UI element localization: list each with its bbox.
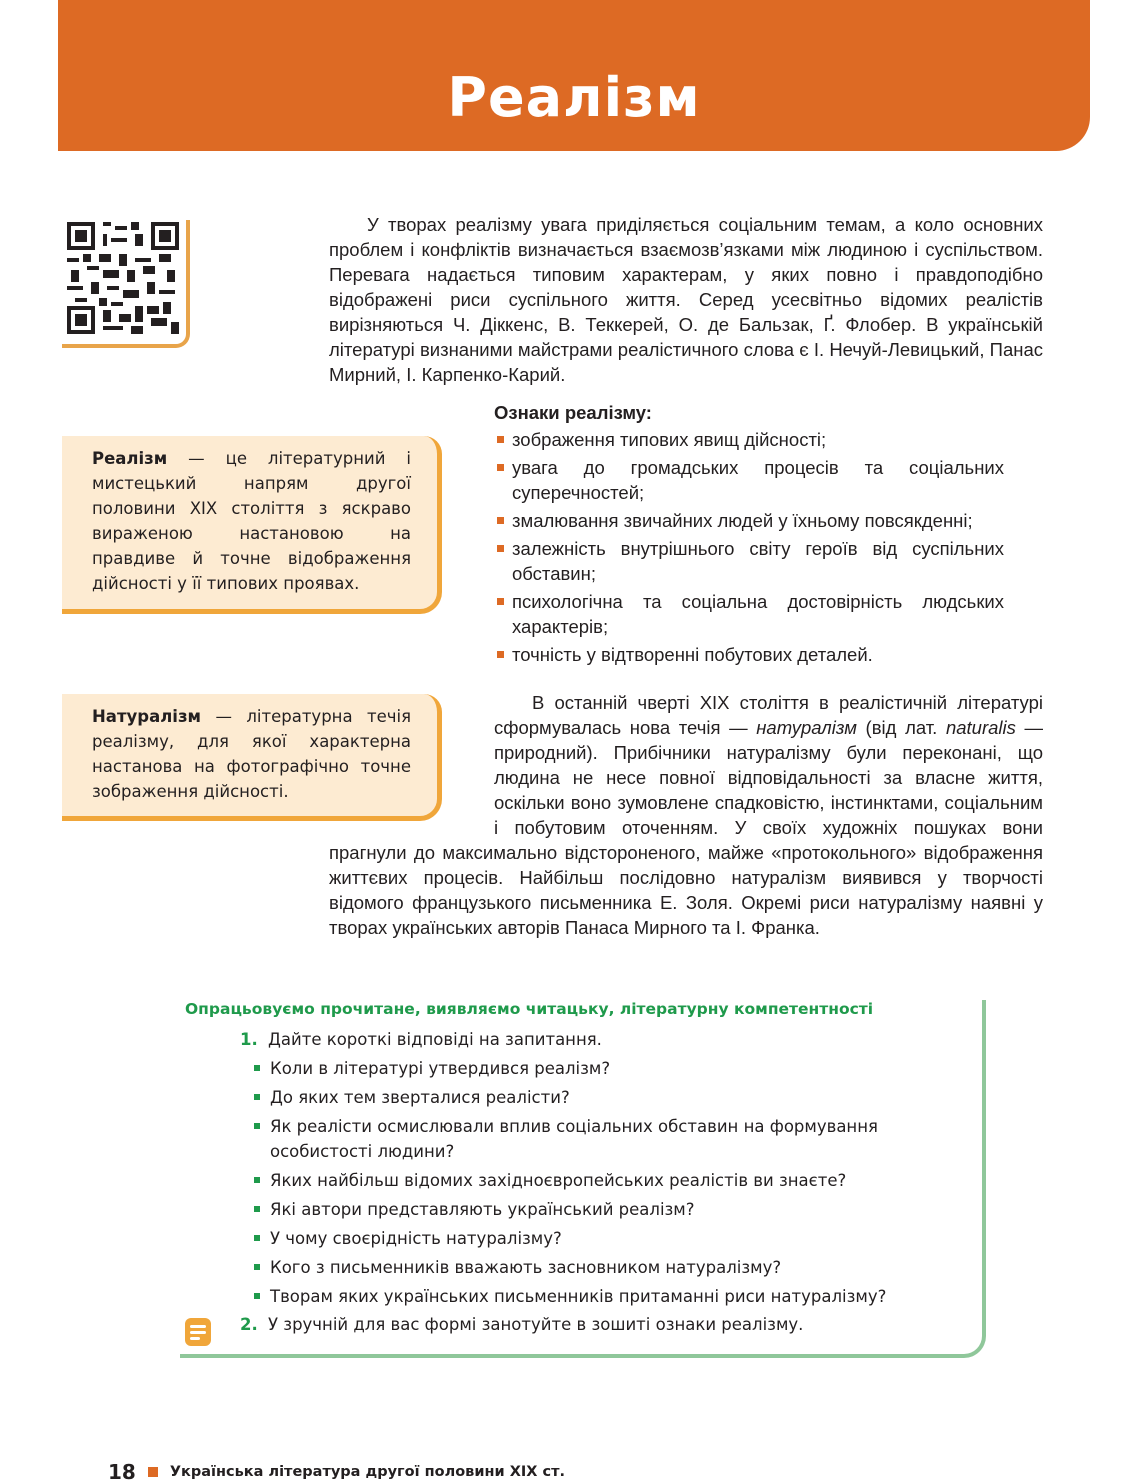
list-item-text: психологічна та соціальна достовірність людських характерів; xyxy=(512,591,1004,637)
question-number: 2. xyxy=(240,1315,258,1334)
green-bullet-icon xyxy=(254,1206,260,1212)
list-item-text: змалювання звичайних людей у їхньому повсякденні; xyxy=(512,510,973,531)
list-item xyxy=(254,1255,974,1280)
notes-icon xyxy=(184,1317,212,1347)
page-title: Реалізм xyxy=(447,66,701,129)
tasks-section xyxy=(180,1000,986,1358)
page-footer xyxy=(108,1460,565,1484)
list-item xyxy=(254,1114,974,1164)
green-bullet-icon xyxy=(254,1065,260,1071)
list-item xyxy=(494,427,1004,452)
question-number: 1. xyxy=(240,1030,258,1049)
definition-text: — це літературний і мистецький напрям другої половини XIX століття з яскраво вираженою настановою на правдиве й точне відображення дійсності у її типових проявах. xyxy=(92,449,411,593)
green-bullet-icon xyxy=(254,1264,260,1270)
list-item xyxy=(494,508,1004,533)
list-item-text: До яких тем зверталися реалісти? xyxy=(270,1088,570,1107)
realism-features xyxy=(494,400,1004,670)
question-text: Дайте короткі відповіді на запитання. xyxy=(268,1030,602,1049)
latin-word: naturalis xyxy=(945,717,1016,738)
list-item xyxy=(494,536,1004,586)
definition-text: — літературна течія реалізму, для якої характерна настанова на фотографічно точне зображення дійсності. xyxy=(92,707,411,801)
green-bullet-icon xyxy=(254,1235,260,1241)
qr-code-icon[interactable] xyxy=(67,222,179,334)
list-item-text: точність у відтворенні побутових деталей. xyxy=(512,644,873,665)
green-bullet-icon xyxy=(254,1094,260,1100)
float-spacer xyxy=(329,690,494,840)
features-title: Ознаки реалізму: xyxy=(494,402,652,423)
list-item xyxy=(254,1197,974,1222)
list-item-text: залежність внутрішнього світу героїв від суспільних обставин; xyxy=(512,538,1004,584)
list-item xyxy=(254,1226,974,1251)
page-number: 18 xyxy=(108,1460,136,1484)
list-item-text: Які автори представляють український реалізм? xyxy=(270,1200,695,1219)
question-2 xyxy=(240,1312,803,1337)
green-bullet-icon xyxy=(254,1123,260,1129)
tasks-heading: Опрацьовуємо прочитане, виявляємо читацьку, літературну компетентності xyxy=(185,1000,874,1018)
square-bullet-icon xyxy=(497,517,504,524)
list-item-text: увага до громадських процесів та соціальних суперечностей; xyxy=(512,457,1004,503)
features-list xyxy=(494,427,1004,667)
title-banner xyxy=(58,0,1090,151)
green-bullet-icon xyxy=(254,1177,260,1183)
square-bullet-icon xyxy=(497,545,504,552)
book-title: Українська література другої половини XIX ст. xyxy=(169,1464,566,1480)
list-item-text: Як реалісти осмислювали вплив соціальних обставин на формування особистості людини? xyxy=(270,1117,878,1161)
square-bullet-icon xyxy=(497,436,504,443)
qr-code-frame xyxy=(62,220,190,348)
list-item xyxy=(254,1056,974,1081)
questions-list xyxy=(254,1056,974,1313)
text-run: (від лат. xyxy=(856,717,946,738)
italic-term: натуралізм xyxy=(756,717,857,738)
square-bullet-icon xyxy=(497,598,504,605)
list-item-text: Кого з письменників вважають засновником натуралізму? xyxy=(270,1258,782,1277)
list-item-text: Яких найбільш відомих західноєвропейських реалістів ви знаєте? xyxy=(270,1171,847,1190)
definition-term: Реалізм xyxy=(92,449,168,468)
list-item xyxy=(254,1168,974,1193)
list-item xyxy=(494,642,1004,667)
definition-term: Натуралізм xyxy=(92,707,202,726)
text-run: — природний). Прибічники натуралізму були переконані, що людина не несе повної відповідальності за власне життя, оскільки воно зумовлене спадковістю, інстинктами, соціальним і побутовим оточенням. У своїх художніх пошуках вони прагнули до максимально відстороненого, майже «протокольного» відображення життєвих процесів. Найбільш послідовно натуралізм виявився у творчості відомого французького письменника Е. Золя. Окремі риси натуралізму наявні у творах українських авторів Панаса Мирного та І. Франка. xyxy=(329,717,1043,938)
intro-paragraph: У творах реалізму увага приділяється соціальним темам, а коло основних проблем і конфліктів визначається взаємозв’язками між людиною і суспільством. Перевага надається типовим характерам, у яких повно і правдоподібно відображені риси суспільного життя. Серед усесвітньо відомих реалістів вирізняються Ч. Діккенс, В. Теккерей, О. де Бальзак, Ґ. Флобер. В українській літературі визнаними майстрами реалістичного слова є І. Нечуй-Левицький, Панас Мирний, І. Карпенко-Карий. xyxy=(329,214,1043,385)
text-run: В останній чверті XIX століття в реалістичній літературі сформувалась нова течія — xyxy=(494,692,1043,738)
list-item-text: У чому своєрідність натуралізму? xyxy=(270,1229,562,1248)
list-item xyxy=(254,1284,974,1309)
question-text: У зручній для вас формі занотуйте в зошиті ознаки реалізму. xyxy=(268,1315,804,1334)
square-bullet-icon xyxy=(497,464,504,471)
square-bullet-icon xyxy=(148,1467,158,1477)
list-item-text: Коли в літературі утвердився реалізм? xyxy=(270,1059,611,1078)
list-item xyxy=(254,1085,974,1110)
green-bullet-icon xyxy=(254,1293,260,1299)
list-item-text: Творам яких українських письменників притаманні риси натуралізму? xyxy=(270,1287,887,1306)
list-item xyxy=(494,455,1004,505)
list-item-text: зображення типових явищ дійсності; xyxy=(512,429,827,450)
square-bullet-icon xyxy=(497,651,504,658)
realism-definition-box xyxy=(62,436,442,614)
question-1 xyxy=(240,1027,602,1052)
naturalism-paragraph xyxy=(329,690,1043,940)
list-item xyxy=(494,589,1004,639)
